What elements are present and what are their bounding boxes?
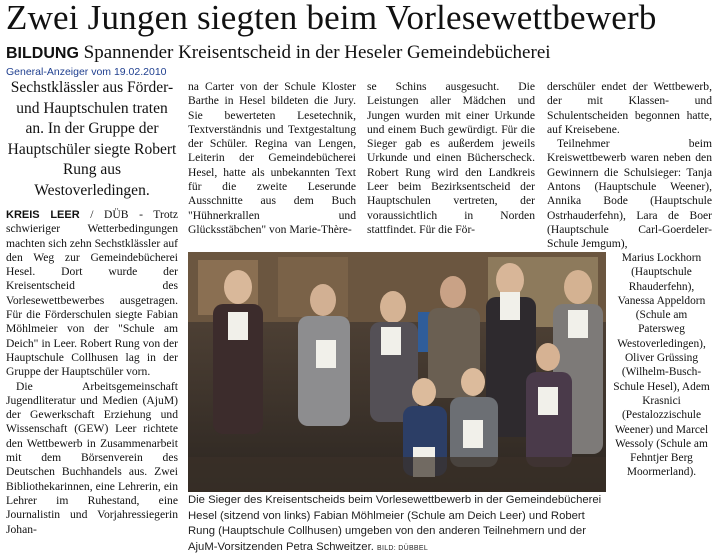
column-4-paragraph-1: derschüler endet der Wettbewerb, der mit Klassen- und Schulentscheiden begonnen hatte, auf Kreisebene.	[547, 80, 712, 136]
column-1-paragraph-1: Trotz schwieriger Wetterbedingungen machten sich zehn Sechstklässler auf den Weg zur Gemeindebücherei Hesel. Dort wurde der Kreisentscheid des Vorlesewettbewerbes ausgetragen. Für die Förderschulen siegte Fabian Möhlmeier von der "Schule am Deich" in Leer. Robert Rung von der Hauptschule Collhusen lag in der Gruppe der Hauptschüler vorn.	[6, 208, 178, 379]
photo-credit: BILD: DÜBBEL	[377, 544, 429, 552]
section-label: BILDUNG	[6, 45, 79, 62]
intro-text: Sechstklässler aus Förder- und Hauptschulen traten an. In der Gruppe der Hauptschüler siegte Robert Rung aus Westoverledingen.	[7, 79, 177, 199]
author: / DÜB -	[79, 208, 154, 221]
caption-text: Die Sieger des Kreisentscheids beim Vorlesewettbewerb in der Gemeindebücherei Hesel (sitzend von links) Fabian Möhlmeier (Schule am Deich Leer) und Robert Rung (Hauptschule Collhusen) umgeben von den anderen Teilnehmern und der AjuM-Vorsitzenden Petra Schweitzer.	[188, 494, 602, 553]
dateline: KREIS LEER	[6, 209, 80, 221]
column-2-text: na Carter von der Schule Kloster Barthe in Hesel bildeten die Jury. Sie bewerteten Lesetechnik, Textverständnis und Textgestaltung der Schüler. Regina van Lengen, Leiterin der Gemeindebücherei Hesel, hatte als unbekannten Text für die zweite Leserunde Ausschnitte aus dem Buch "Hühnerkrallen und Glücksstäbchen" von Marie-Thère-	[188, 80, 356, 236]
column-2	[188, 80, 356, 237]
source-label: General-Anzeiger vom 19.02.2010	[6, 66, 167, 78]
column-4-paragraph-2: Teilnehmer beim Kreiswettbewerb waren neben den Gewinnern die Schulsieger: Tanja Antons (Hauptschule Weener), Annika Bode (Hauptschule Ostrhauderfehn), Lara de Boer (Hauptschule Carl-Goerdeler-Schule Jemgum),	[547, 137, 712, 251]
article-photo	[188, 252, 606, 492]
column-3-text: se Schins ausgesucht. Die Leistungen aller Mädchen und Jungen wurden mit einer Urkunde und einem Buch gewürdigt. Für die Sieger gab es außerdem jeweils Urkunde und einen Bücherscheck. Robert Rung wird den Landkreis Leer beim Bezirksentscheid der Hauptschulen vertreten, der voraussichtlich in Norden stattfindet. Für die För-	[367, 80, 535, 236]
subheadline-line	[6, 42, 551, 65]
group-photo-image	[188, 252, 606, 492]
column-1-paragraph-2: Die Arbeitsgemeinschaft Jugendliteratur und Medien (AjuM) der Gewerkschaft Erziehung und Wissenschaft (GEW) Leer richtete den Wettbewerb in Zusammenarbeit mit dem Börsenverein des Deutschen Buchhandels aus. Zwei Bibliothekarinnen, eine Lehrerin, ein Lehrer im Ruhestand, eine Journalistin und Vorjahressiegerin Johan-	[6, 379, 178, 536]
column-3	[367, 80, 535, 237]
photo-caption	[188, 493, 606, 556]
column-1	[6, 208, 178, 537]
column-4-continuation: Marius Lockhorn (Hauptschule Rhauderfehn), Vanessa Appeldorn (Schule am Patersweg Westoverledingen), Oliver Grüssing (Wilhelm-Busch-Schule Hesel), Adem Krasnici (Pestalozzischule Weener) und Marcel Wessoly (Schule am Fehntjer Berg Moormerland).	[613, 252, 710, 479]
column-4	[547, 80, 712, 252]
subheadline: Spannender Kreisentscheid in der Heseler Gemeindebücherei	[83, 42, 551, 63]
headline: Zwei Jungen siegten beim Vorlesewettbewerb	[6, 0, 657, 37]
